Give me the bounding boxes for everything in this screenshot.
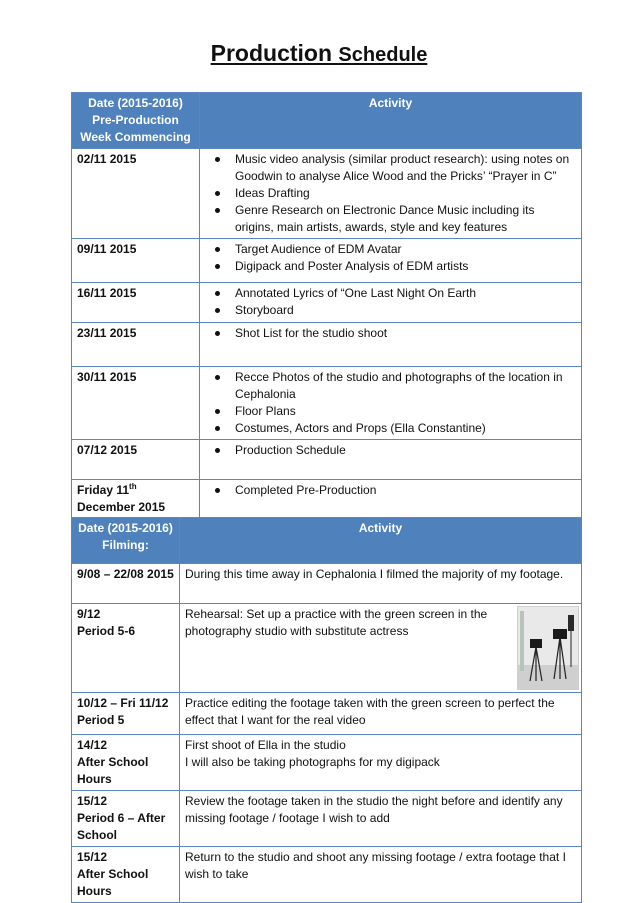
row-activity — [180, 847, 582, 903]
row-activity — [180, 604, 582, 693]
activity-line: During this time away in Cephalonia I filmed the majority of my footage. — [185, 567, 564, 581]
date-line: Period 5-6 — [77, 624, 136, 638]
activity-line: I will also be taking photographs for my digipack — [185, 755, 440, 769]
row-date — [72, 564, 180, 604]
date-line: After School Hours — [77, 755, 149, 786]
row-date: 02/11 2015 — [72, 149, 200, 239]
table-row — [72, 323, 582, 367]
activity-item: Ideas Drafting — [235, 185, 576, 202]
table-row — [72, 693, 582, 735]
studio-photo — [517, 606, 579, 690]
header-date-line: Date (2015-2016) — [78, 521, 173, 535]
table-row — [72, 791, 582, 847]
activity-item: Costumes, Actors and Props (Ella Constantine) — [235, 420, 576, 437]
row-activity — [200, 149, 582, 239]
row-activity — [200, 367, 582, 440]
row-date — [72, 847, 180, 903]
preproduction-date-header — [72, 93, 200, 149]
header-date-line: Filming: — [102, 538, 149, 552]
header-date-line: Pre-Production — [92, 113, 179, 127]
row-date: 07/12 2015 — [72, 440, 200, 480]
activity-item: Music video analysis (similar product research): using notes on Goodwin to analyse Alice Wood and the Pricks’ “Prayer in C” — [235, 151, 576, 185]
date-line: After School Hours — [77, 867, 149, 898]
activity-line: Practice editing the footage taken with the green screen to perfect the effect that I want for the real video — [185, 696, 555, 727]
row-date — [72, 693, 180, 735]
row-activity — [180, 735, 582, 791]
activity-item: Floor Plans — [235, 403, 576, 420]
table-row — [72, 440, 582, 480]
date-line: 15/12 — [77, 850, 108, 864]
table-row — [72, 239, 582, 283]
date-line: 9/08 – 22/08 2015 — [77, 567, 174, 581]
activity-line: First shoot of Ella in the studio — [185, 738, 346, 752]
date-line: 9/12 — [77, 607, 101, 621]
row-activity — [200, 323, 582, 367]
preproduction-table — [71, 92, 582, 519]
activity-item: Completed Pre-Production — [235, 482, 576, 499]
activity-item: Shot List for the studio shoot — [235, 325, 576, 342]
filming-date-header — [72, 518, 180, 564]
filming-table — [71, 517, 582, 903]
activity-item: Digipack and Poster Analysis of EDM artists — [235, 258, 576, 275]
activity-line: Return to the studio and shoot any missing footage / extra footage that I wish to take — [185, 850, 566, 881]
preproduction-header-row — [72, 93, 582, 149]
row-activity — [200, 239, 582, 283]
table-row — [72, 283, 582, 323]
row-activity — [180, 564, 582, 604]
date-line: Period 6 – After School — [77, 811, 166, 842]
date-line: 10/12 – Fri 11/12 — [77, 696, 169, 710]
row-date — [72, 791, 180, 847]
row-date: 23/11 2015 — [72, 323, 200, 367]
table-row — [72, 149, 582, 239]
table-row — [72, 604, 582, 693]
activity-item: Target Audience of EDM Avatar — [235, 241, 576, 258]
title-word-schedule: Schedule — [338, 44, 428, 66]
row-date: 09/11 2015 — [72, 239, 200, 283]
table-row — [72, 367, 582, 440]
activity-line: Review the footage taken in the studio the night before and identify any missing footage / footage I wish to add — [185, 794, 563, 825]
activity-item: Recce Photos of the studio and photographs of the location in Cephalonia — [235, 369, 576, 403]
page-title — [0, 40, 638, 67]
date-line: 14/12 — [77, 738, 108, 752]
activity-item: Annotated Lyrics of “One Last Night On Earth — [235, 285, 576, 302]
activity-line: Rehearsal: Set up a practice with the green screen in the photography studio with substitute actress — [185, 607, 488, 638]
studio-lights-icon — [518, 607, 578, 689]
row-activity — [200, 283, 582, 323]
activity-item: Storyboard — [235, 302, 576, 319]
row-activity — [180, 791, 582, 847]
date-sup: th — [129, 482, 137, 491]
row-date — [72, 735, 180, 791]
table-row — [72, 480, 582, 519]
row-date — [72, 604, 180, 693]
table-row — [72, 735, 582, 791]
row-activity — [200, 480, 582, 519]
title-word-production: Production — [210, 40, 333, 66]
row-date — [72, 480, 200, 519]
row-activity — [200, 440, 582, 480]
preproduction-activity-header: Activity — [200, 93, 582, 149]
activity-item: Production Schedule — [235, 442, 576, 459]
table-row — [72, 847, 582, 903]
activity-item: Genre Research on Electronic Dance Music including its origins, main artists, awards, style and key features — [235, 202, 576, 236]
header-date-line: Week Commencing — [80, 130, 191, 144]
date-line2: December 2015 — [77, 500, 166, 514]
date-line: Period 5 — [77, 713, 125, 727]
header-date-line: Date (2015-2016) — [88, 96, 183, 110]
row-date: 30/11 2015 — [72, 367, 200, 440]
row-activity — [180, 693, 582, 735]
filming-activity-header: Activity — [180, 518, 582, 564]
date-line: 15/12 — [77, 794, 108, 808]
row-date: 16/11 2015 — [72, 283, 200, 323]
table-row — [72, 564, 582, 604]
filming-header-row — [72, 518, 582, 564]
date-main: Friday 11 — [77, 483, 130, 497]
